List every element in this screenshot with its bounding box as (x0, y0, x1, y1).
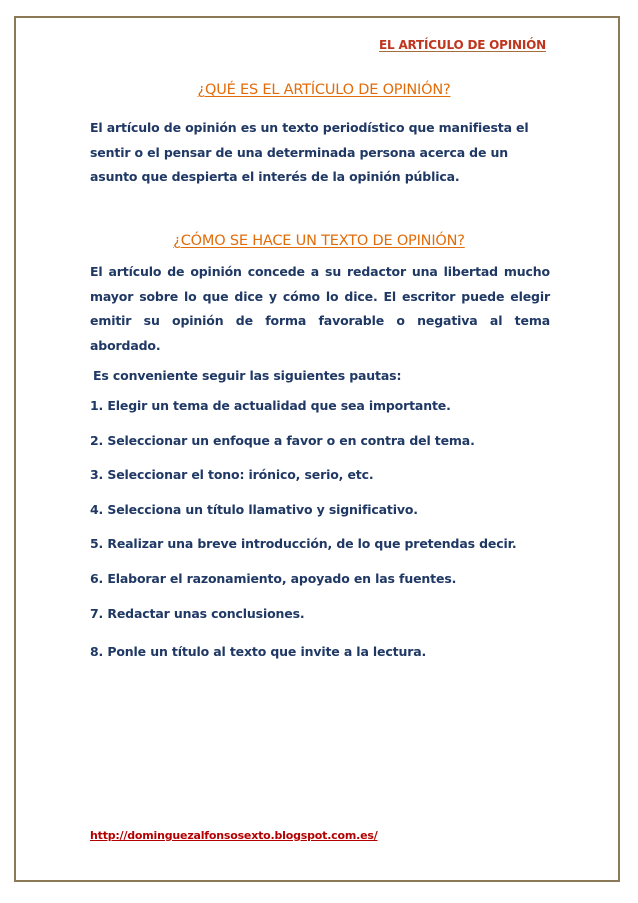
list-item: 2. Seleccionar un enfoque a favor o en contra del tema. (90, 432, 475, 448)
list-item: 8. Ponle un título al texto que invite a la lectura. (90, 644, 427, 660)
section-heading-how-to: ¿CÓMO SE HACE UN TEXTO DE OPINIÓN? (173, 233, 465, 249)
list-item: 6. Elaborar el razonamiento, apoyado en las fuentes. (90, 570, 457, 586)
steps-list (90, 398, 516, 679)
steps-intro: Es conveniente seguir las siguientes pautas: (93, 368, 402, 383)
definition-paragraph: El artículo de opinión es un texto periodístico que manifiesta el sentir o el pensar de una determinada persona acerca de un asunto que despierta el interés de la opinión pública. (90, 120, 529, 184)
list-item: 5. Realizar una breve introducción, de lo que pretendas decir. (90, 536, 517, 552)
list-item: 7. Redactar unas conclusiones. (90, 605, 305, 621)
list-item: 1. Elegir un tema de actualidad que sea importante. (90, 398, 451, 413)
how-to-paragraph: El artículo de opinión concede a su redactor una libertad mucho mayor sobre lo que dice y cómo lo dice. El escritor puede elegir emitir su opinión de forma favorable o negativa al tema abordado. (90, 264, 550, 353)
list-item: 4. Selecciona un título llamativo y significativo. (90, 501, 418, 517)
page-header: EL ARTÍCULO DE OPINIÓN (379, 38, 546, 52)
section-heading-what-is: ¿QUÉ ES EL ARTÍCULO DE OPINIÓN? (197, 82, 451, 98)
list-item: 3. Seleccionar el tono: irónico, serio, etc. (90, 467, 374, 483)
blog-link[interactable]: http://dominguezalfonsosexto.blogspot.com.es/ (90, 829, 378, 842)
